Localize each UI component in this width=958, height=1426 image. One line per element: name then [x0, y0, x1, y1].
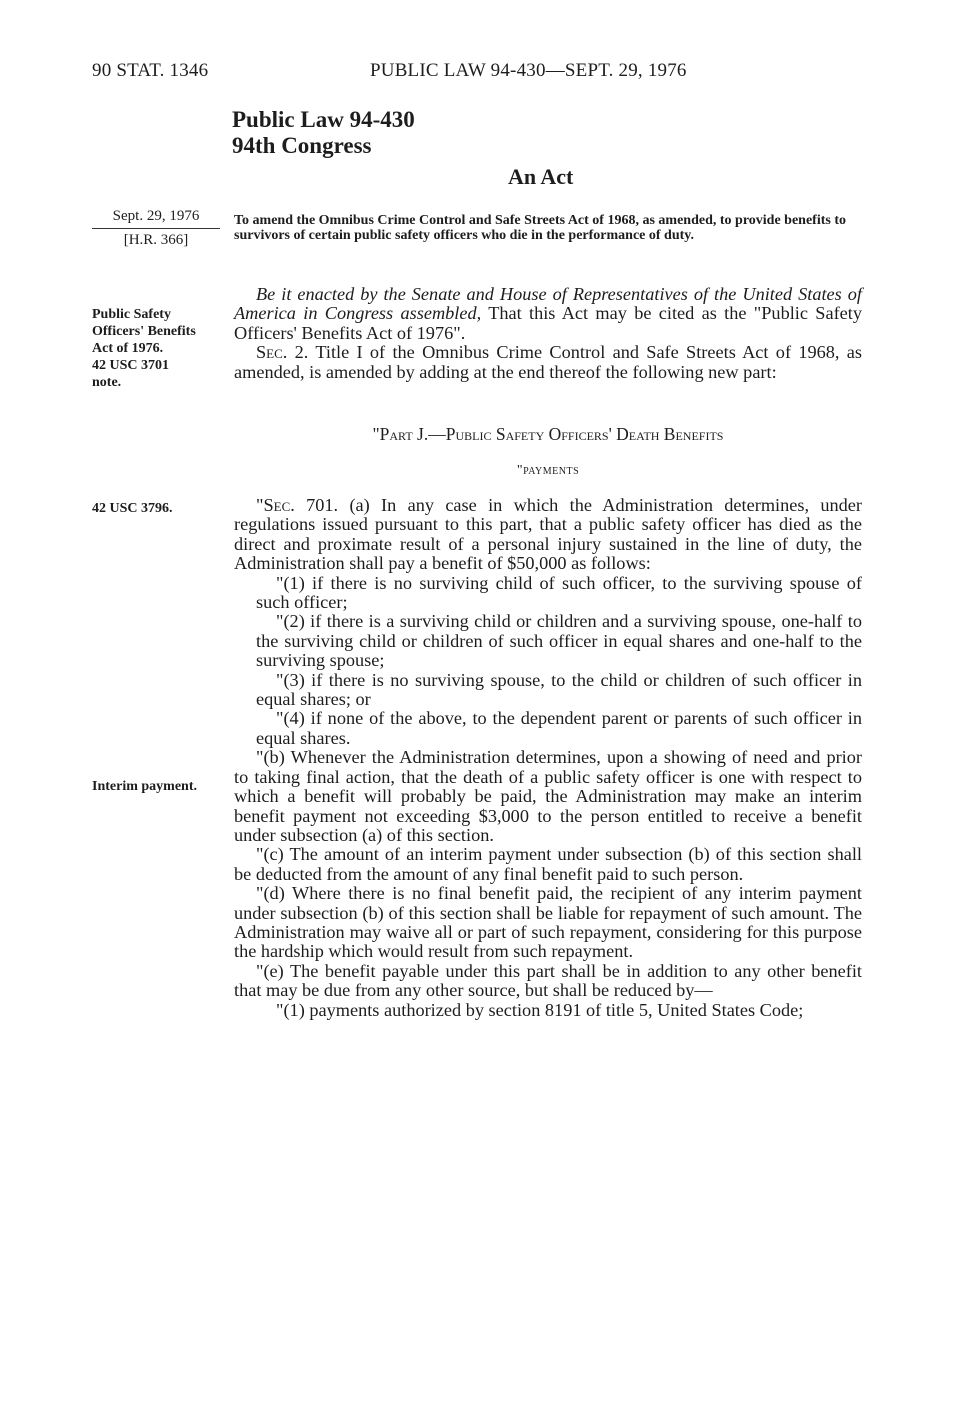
enactment-date: Sept. 29, 1976 [112, 208, 200, 224]
subsection-a [234, 496, 862, 574]
running-header: PUBLIC LAW 94-430—SEPT. 29, 1976 [370, 60, 687, 81]
act-heading: An Act [508, 164, 574, 189]
bill-number: [H.R. 366] [123, 232, 189, 248]
section-701 [234, 496, 862, 1020]
subsection-c: "(c) The amount of an interim payment under subsection (b) of this section shall be deducted from the amount of any final benefit paid to such person. [234, 844, 862, 884]
congress-number: 94th Congress [232, 133, 372, 158]
law-number: Public Law 94-430 [232, 107, 415, 132]
subsection-b: "(b) Whenever the Administration determines, upon a showing of need and prior to taking final action, that the death of a public safety officer is one with respect to which a benefit will probably be paid, the Administration may make an interim benefit payment not exceeding $3,000 to the person entitled to receive a benefit under subsection (a) of this section. [234, 747, 862, 845]
paragraph-e1: "(1) payments authorized by section 8191 of title 5, United States Code; [276, 999, 804, 1020]
interim-payment-note: Interim payment. [92, 779, 197, 794]
subsection-e: "(e) The benefit payable under this part shall be in addition to any other benefit that may be due from any other source, but shall be reduced by— [234, 960, 862, 1001]
section-701-label: "Sec. 701. [256, 495, 339, 515]
margin-note-line: Officers' Benefits [92, 324, 196, 339]
enacting-clause [234, 285, 862, 343]
date-block [92, 208, 220, 249]
section-2-label: Sec. 2. [256, 342, 309, 363]
enacting-formula: Be it enacted by the Senate and House of Representatives of the United States of America in Congress assembled, [234, 284, 862, 324]
page-citation: 90 STAT. 1346 [92, 60, 209, 81]
part-heading: "Part J.—Public Safety Officers' Death Benefits [372, 424, 724, 444]
act-purpose: To amend the Omnibus Crime Control and Safe Streets Act of 1968, as amended, to provide benefits to survivors of certain public safety officers who die in the performance of duty. [234, 213, 846, 243]
subsection-a-text: (a) In any case in which the Administration determines, under regulations issued pursuant to this part, that a public safety officer has died as the direct and proximate result of a personal injury sustained in the line of duty, the Administration shall pay a benefit of $50,000 as follows: [234, 495, 862, 574]
paragraph-a3: "(3) if there is no surviving spouse, to the child or children of such officer in equal shares; or [256, 669, 862, 710]
usc-3796-note: 42 USC 3796. [92, 501, 173, 516]
subsection-d: "(d) Where there is no final benefit paid, the recipient of any interim payment under subsection (b) of this section shall be liable for repayment of such amount. The Administration may waive all or part of such repayment, considering for this purpose the hardship which would result from such repayment. [234, 883, 862, 962]
short-title-text: That this Act may be cited as the "Public Safety Officers' Benefits Act of 1976". [234, 303, 862, 343]
section-2 [234, 343, 862, 382]
section-2-text: Title I of the Omnibus Crime Control and Safe Streets Act of 1968, as amended, is amended by adding at the end thereof the following new part: [234, 342, 862, 382]
short-title-margin-note [92, 306, 222, 391]
enacting-section [234, 285, 862, 382]
margin-note-line: 42 USC 3701 [92, 358, 170, 373]
margin-note-line: note. [92, 375, 122, 390]
paragraph-a2: "(2) if there is a surviving child or children and a surviving spouse, one-half to the surviving child or children of such officer in equal shares and one-half to the surviving spouse; [256, 611, 862, 671]
margin-note-line: Public Safety [92, 307, 171, 322]
margin-note-line: Act of 1976. [92, 341, 164, 356]
paragraph-a4: "(4) if none of the above, to the dependent parent or parents of such officer in equal shares. [256, 708, 862, 748]
payments-heading: "payments [516, 463, 580, 478]
paragraph-a1: "(1) if there is no surviving child of such officer, to the surviving spouse of such officer; [256, 572, 862, 613]
date-divider [92, 228, 220, 229]
